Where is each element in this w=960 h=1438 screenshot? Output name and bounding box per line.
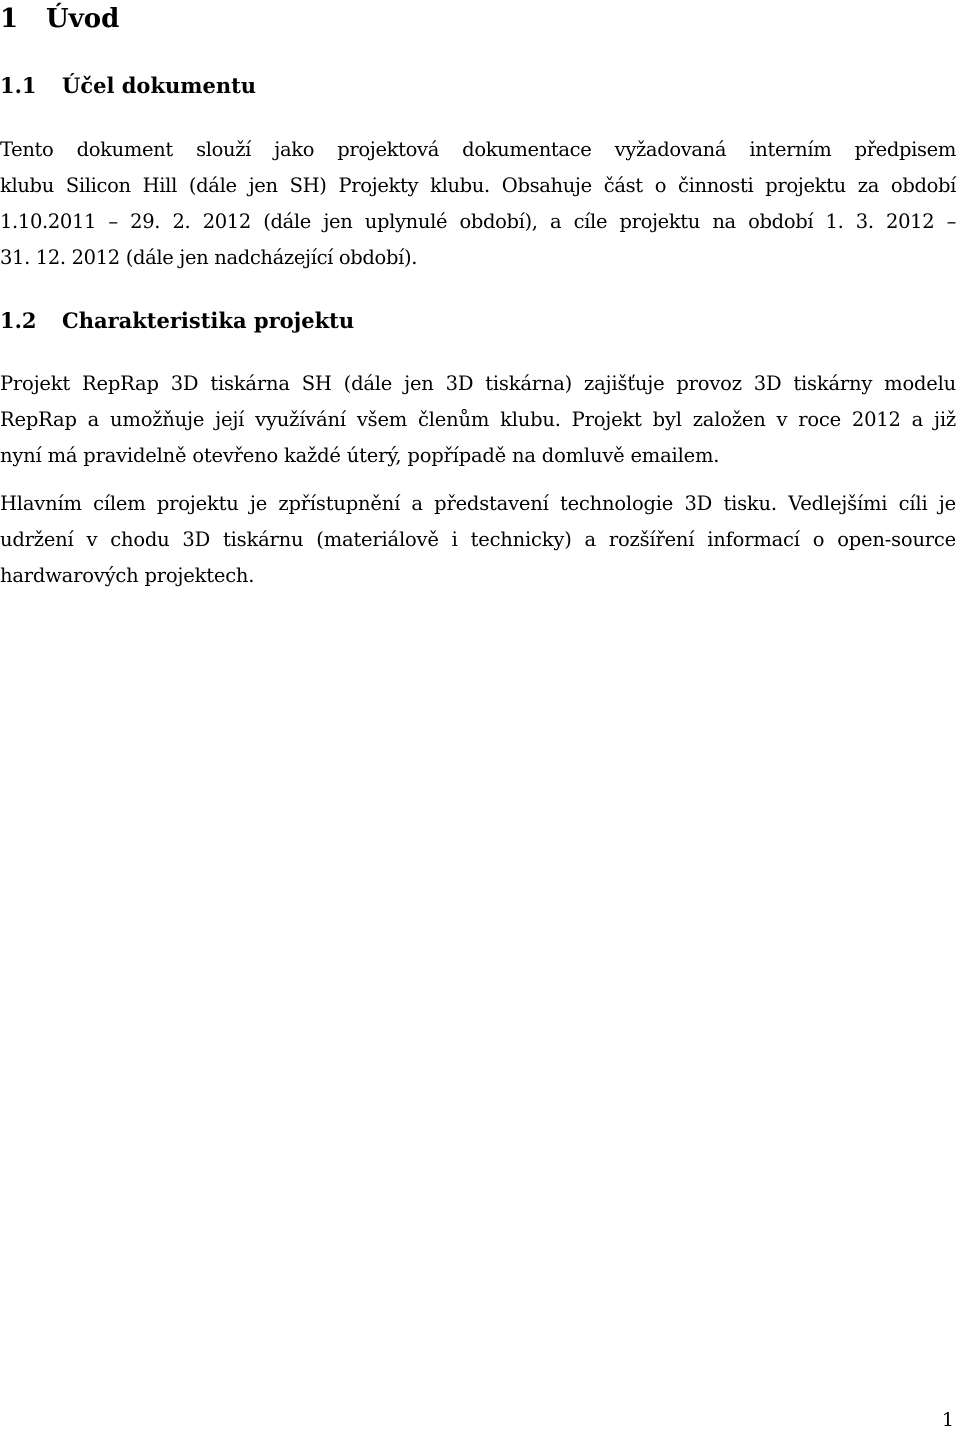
paragraph-line: nyní má pravidelně otevřeno každé úterý, popřípadě na domluvě emailem. [0, 444, 720, 467]
paragraph-line: Tento dokument slouží jako projektová dokumentace vyžadovaná interním předpisem [0, 138, 956, 161]
paragraph-line: klubu Silicon Hill (dále jen SH) Projekty klubu. Obsahuje část o činnosti projektu za období [0, 174, 956, 197]
paragraph-line: udržení v chodu 3D tiskárnu (materiálově i technicky) a rozšíření informací o open-source [0, 528, 956, 551]
heading-1-title: Úvod [46, 4, 120, 34]
paragraph-line: hardwarových projektech. [0, 564, 255, 587]
heading-1-2 [0, 307, 354, 335]
paragraph-purpose [0, 132, 956, 276]
page-number: 1 [941, 1409, 954, 1431]
paragraph-line: RepRap a umožňuje její využívání všem členům klubu. Projekt byl založen v roce 2012 a již [0, 408, 956, 431]
paragraph-characteristics-2 [0, 486, 956, 594]
heading-1-1-number: 1.1 [0, 73, 37, 98]
paragraph-line: 1.10.2011 – 29. 2. 2012 (dále jen uplynulé období), a cíle projektu na období 1. 3. 2012 – [0, 210, 956, 233]
paragraph-line: 31. 12. 2012 (dále jen nadcházející období). [0, 246, 418, 269]
heading-1-2-number: 1.2 [0, 308, 37, 333]
paragraph-line: Projekt RepRap 3D tiskárna SH (dále jen 3D tiskárna) zajišťuje provoz 3D tiskárny modelu [0, 372, 956, 395]
heading-1-2-title: Charakteristika projektu [62, 308, 355, 333]
heading-1-1-title: Účel dokumentu [62, 73, 257, 98]
heading-1 [0, 2, 119, 36]
paragraph-characteristics-1 [0, 366, 956, 474]
paragraph-line: Hlavním cílem projektu je zpřístupnění a představení technologie 3D tisku. Vedlejšími cíli je [0, 492, 956, 515]
heading-1-1 [0, 72, 256, 100]
heading-1-number: 1 [0, 4, 19, 34]
